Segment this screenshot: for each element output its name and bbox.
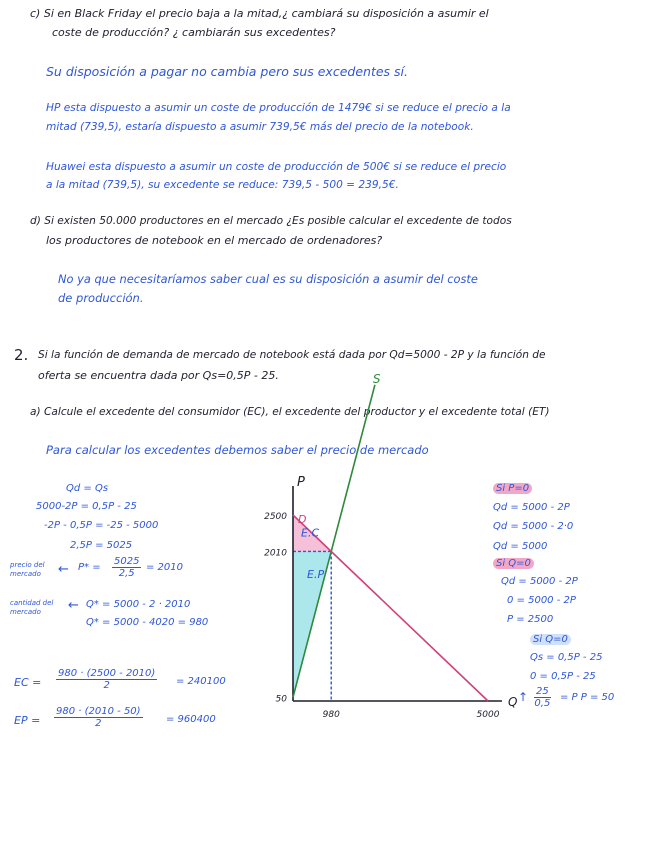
equation-qd-eq-qs: Qd = Qs [66,483,109,494]
price-fraction [112,556,141,579]
part-c-question-line-2: coste de producción? ¿ cambiarán sus excedentes? [52,26,336,39]
y-tick-2500: 2500 [264,512,287,522]
section2-statement-line-1: Si la función de demanda de mercado de notebook está dada por Qd=5000 - 2P y la función de [38,349,546,361]
supply-label: S [372,371,381,386]
right-fraction-den: 0,5 [534,698,551,709]
case-qs-zero-heading [530,634,571,645]
y-axis-label: P [297,475,305,490]
x-tick-980: 980 [322,710,340,720]
ec-fraction-den: 2 [103,680,110,691]
hp-answer-line-2: mitad (739,5), estaría dispuesto a asumir 739,5€ más del precio de la notebook. [46,121,474,133]
price-lhs: P* = [78,562,101,573]
producer-surplus-label: E.P [307,568,325,582]
ep-fraction-den: 2 [95,718,102,729]
section-number: 2. [14,346,29,364]
right-line-4: Qd = 5000 - 2P [501,576,578,587]
price-fraction-den: 2,5 [118,568,135,579]
case-p-zero-heading [493,483,532,494]
part-d-question-line-2: los productores de notebook en el mercado de ordenadores? [46,234,383,247]
price-arrow: ← [58,562,69,577]
ec-lhs: EC = [14,676,42,689]
equation-line-4: 2,5P = 5025 [70,540,133,551]
consumer-surplus-label: E.C [301,526,320,540]
excedentes-intro: Para calcular los excedentes debemos saber el precio de mercado [46,443,429,457]
price-result: = 2010 [146,562,184,573]
ep-fraction [54,706,143,729]
part-d-answer-line-1: No ya que necesitaríamos saber cual es su disposición a asumir del coste [58,272,478,286]
huawei-answer-line-1: Huawei esta dispuesto a asumir un coste de producción de 500€ si se reduce el precio [46,161,507,173]
right-line-3: Qd = 5000 [493,541,548,552]
right-line-9: = P P = 50 [560,692,615,703]
case-q-zero-label: Si Q=0 [493,558,534,569]
part-c-question-line-1: c) Si en Black Friday el precio baja a la mitad,¿ cambiará su disposición a asumir el [30,7,489,20]
ec-result: = 240100 [176,676,226,687]
right-line-1: Qd = 5000 - 2P [493,502,570,513]
right-line-2: Qd = 5000 - 2·0 [493,521,574,532]
part-a-question: a) Calcule el excedente del consumidor (EC), el excedente del productor y el excedente total (ET) [30,406,550,418]
right-line-8: 0 = 0,5P - 25 [530,671,596,682]
x-tick-5000: 5000 [476,710,500,720]
x-axis-label: Q [508,695,518,709]
part-d-answer-line-2: de producción. [58,291,144,305]
right-line-7: Qs = 0,5P - 25 [530,652,603,663]
right-line-6: P = 2500 [507,614,554,625]
demand-line [293,515,488,701]
ep-fraction-num: 980 · (2010 - 50) [56,706,141,717]
y-tick-2010: 2010 [264,548,287,559]
right-line-5: 0 = 5000 - 2P [507,595,576,606]
quantity-line-2: Q* = 5000 - 4020 = 980 [86,617,209,628]
quantity-arrow: ← [68,598,79,613]
case-p-zero-label: Si P=0 [493,483,532,494]
part-d-question-line-1: d) Si existen 50.000 productores en el mercado ¿Es posible calcular el excedente de todos [30,215,512,227]
ec-fraction [56,668,157,691]
right-fraction [534,686,551,709]
right-fraction-num: 25 [536,686,549,697]
case-qs-zero-label: Si Q=0 [530,634,571,645]
price-fraction-num: 5025 [114,556,140,567]
price-note: precio del mercado [10,561,45,578]
hp-answer-line-1: HP esta dispuesto a asumir un coste de producción de 1479€ si se reduce el precio a la [46,102,511,114]
equation-line-3: -2P - 0,5P = -25 - 5000 [44,520,159,531]
demand-label: D [298,513,307,526]
ep-result: = 960400 [166,714,216,725]
y-tick-50: 50 [275,694,287,705]
quantity-line-1: Q* = 5000 - 2 · 2010 [86,599,191,610]
equation-line-2: 5000-2P = 0,5P - 25 [36,501,137,512]
section2-statement-line-2: oferta se encuentra dada por Qs=0,5P - 25. [38,369,279,382]
ep-lhs: EP = [14,714,41,727]
part-c-answer: Su disposición a pagar no cambia pero sus excedentes sí. [46,64,408,79]
right-arrow: ↑ [518,690,529,704]
ec-fraction-num: 980 · (2500 - 2010) [58,668,156,679]
huawei-answer-line-2: a la mitad (739,5), su excedente se reduce: 739,5 - 500 = 239,5€. [46,179,399,191]
case-q-zero-heading [493,558,534,569]
quantity-note: cantidad del mercado [10,599,54,616]
